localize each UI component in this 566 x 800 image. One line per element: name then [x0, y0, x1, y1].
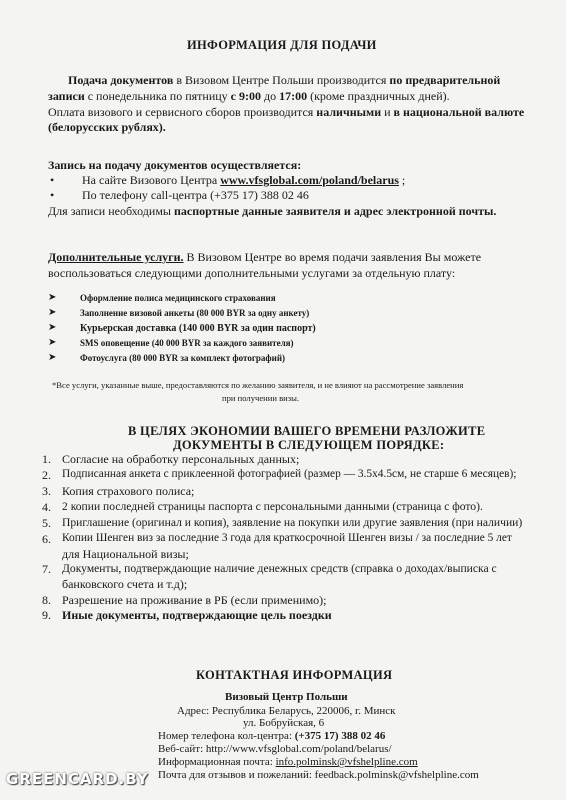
- services-intro-text: В Визовом Центре во время подачи заявления Вы можете: [183, 250, 482, 264]
- service-item: SMS оповещение (40 000 BYR за каждого заявителя): [80, 338, 294, 348]
- services-footnote-2: при получении визы.: [222, 393, 300, 403]
- intro-text: и: [381, 105, 394, 119]
- services-heading: Дополнительные услуги.: [48, 250, 184, 264]
- contact-email-line: [158, 756, 418, 768]
- appointment-note-bold: паспортные данные заявителя и адрес электронной почты.: [173, 204, 497, 218]
- intro-text: с понедельника по пятницу: [84, 89, 231, 103]
- doc-number: 9.: [42, 608, 51, 622]
- intro-text: до: [260, 89, 280, 103]
- services-intro-line-2: воспользоваться следующими дополнительными услугами за отдельную плату:: [48, 266, 456, 280]
- service-item: Курьерская доставка (140 000 BYR за один паспорт): [80, 323, 316, 334]
- appointment-note: [48, 204, 496, 219]
- contact-email-label: Информационная почта:: [158, 756, 276, 768]
- contact-feedback: Почта для отзывов и пожеланий: feedback.polminsk@vfshelpline.com: [158, 769, 479, 781]
- intro-bold-time-start: с 9:00: [230, 89, 261, 103]
- intro-bold-currency: в национальной валюте: [393, 105, 525, 119]
- doc-item: Копия страхового полиса;: [62, 484, 195, 498]
- appointment-note-text: Для записи необходимы: [48, 204, 174, 218]
- doc-item-continuation: банковского счета и т.д);: [62, 577, 188, 591]
- doc-number: 5.: [42, 516, 51, 530]
- intro-text: в Визовом Центре Польши производится: [173, 73, 390, 87]
- contact-email-link[interactable]: info.polminsk@vfshelpline.com: [275, 756, 418, 768]
- appointment-website-line: [82, 173, 405, 188]
- intro-bold-time-end: 17:00: [279, 89, 308, 103]
- bullet-dot-icon: •: [50, 188, 55, 202]
- arrow-bullet-icon: ➤: [48, 307, 57, 318]
- appointment-website-link[interactable]: www.vfsglobal.com/poland/belarus: [220, 173, 399, 187]
- service-item: Заполнение визовой анкеты (80 000 BYR за одну анкету): [80, 308, 310, 318]
- doc-number: 1.: [42, 452, 51, 466]
- contact-address-2: ул. Бобруйская, 6: [243, 717, 325, 729]
- doc-number: 7.: [42, 562, 51, 576]
- contact-website[interactable]: Веб-сайт: http://www.vfsglobal.com/poland/belarus/: [158, 743, 392, 755]
- intro-bold-appointment: по предварительной: [389, 73, 501, 87]
- doc-item: Документы, подтверждающие наличие денежных средств (справка о доходах/выписка с: [62, 562, 497, 575]
- site-watermark: GREENCARD.BY: [6, 770, 149, 788]
- contact-phone-number: (+375 17) 388 02 46: [294, 730, 386, 742]
- doc-item: Согласие на обработку персональных данных;: [62, 452, 300, 466]
- appointment-website-tail: ;: [398, 173, 406, 187]
- appointment-heading: Запись на подачу документов осуществляется:: [48, 158, 302, 172]
- doc-number: 2.: [42, 468, 51, 482]
- doc-number: 4.: [42, 500, 51, 514]
- service-item: Оформление полиса медицинского страхования: [80, 293, 276, 303]
- appointment-website-label: На сайте Визового Центра: [82, 173, 221, 187]
- appointment-phone-line: По телефону call-центра (+375 17) 388 02 46: [82, 188, 309, 202]
- bullet-dot-icon: •: [50, 173, 55, 187]
- contact-phone-line: [158, 730, 385, 742]
- doc-item: Иные документы, подтверждающие цель поездки: [62, 608, 332, 622]
- intro-bold-cash: наличными: [316, 105, 382, 119]
- doc-item: Разрешение на проживание в РБ (если применимо);: [62, 593, 327, 607]
- services-footnote-1: *Все услуги, указанные выше, предоставляются по желанию заявителя, и не влияют на рассмотрение заявления: [52, 380, 464, 390]
- arrow-bullet-icon: ➤: [48, 337, 57, 348]
- intro-line-1: [68, 73, 500, 88]
- intro-text: Оплата визового и сервисного сборов производится: [48, 105, 317, 119]
- intro-line-2: [48, 89, 450, 104]
- page-title: ИНФОРМАЦИЯ ДЛЯ ПОДАЧИ: [187, 38, 377, 52]
- doc-item-continuation: для Национальной визы;: [62, 547, 189, 561]
- docs-heading-2: ДОКУМЕНТЫ В СЛЕДУЮЩЕМ ПОРЯДКЕ:: [173, 438, 445, 452]
- docs-heading-1: В ЦЕЛЯХ ЭКОНОМИИ ВАШЕГО ВРЕМЕНИ РАЗЛОЖИТЕ: [128, 424, 486, 438]
- contact-address-1: Адрес: Республика Беларусь, 220006, г. Минск: [177, 705, 396, 717]
- contact-heading: КОНТАКТНАЯ ИНФОРМАЦИЯ: [196, 668, 393, 682]
- doc-number: 6.: [42, 532, 51, 546]
- intro-bold-submission: Подача документов: [68, 73, 174, 87]
- intro-line-4: (белорусских рублях).: [48, 120, 166, 134]
- doc-item: Приглашение (оригинал и копия), заявление на покупки или другие заявления (при наличии): [62, 516, 523, 529]
- arrow-bullet-icon: ➤: [48, 352, 57, 363]
- doc-item: 2 копии последней страницы паспорта с персональными данными (страница с фото).: [62, 500, 483, 513]
- doc-item: Копии Шенген виз за последние 3 года для краткосрочной Шенген визы / за последние 5 лет: [62, 532, 512, 544]
- doc-item: Подписанная анкета с приклеенной фотографией (размер — 3.5х4.5см, не старше 6 месяцев);: [62, 468, 517, 480]
- intro-text: (кроме праздничных дней).: [307, 89, 450, 103]
- doc-number: 8.: [42, 593, 51, 607]
- intro-line-3: [48, 105, 524, 120]
- doc-number: 3.: [42, 484, 51, 498]
- service-item: Фотоуслуга (80 000 BYR за комплект фотографий): [80, 353, 286, 363]
- intro-bold-zapisi: записи: [48, 89, 85, 103]
- arrow-bullet-icon: ➤: [48, 292, 57, 303]
- contact-center-name: Визовый Центр Польши: [225, 691, 348, 703]
- contact-phone-label: Номер телефона кол-центра:: [158, 730, 295, 742]
- services-intro-line-1: [48, 250, 481, 265]
- arrow-bullet-icon: ➤: [48, 322, 57, 333]
